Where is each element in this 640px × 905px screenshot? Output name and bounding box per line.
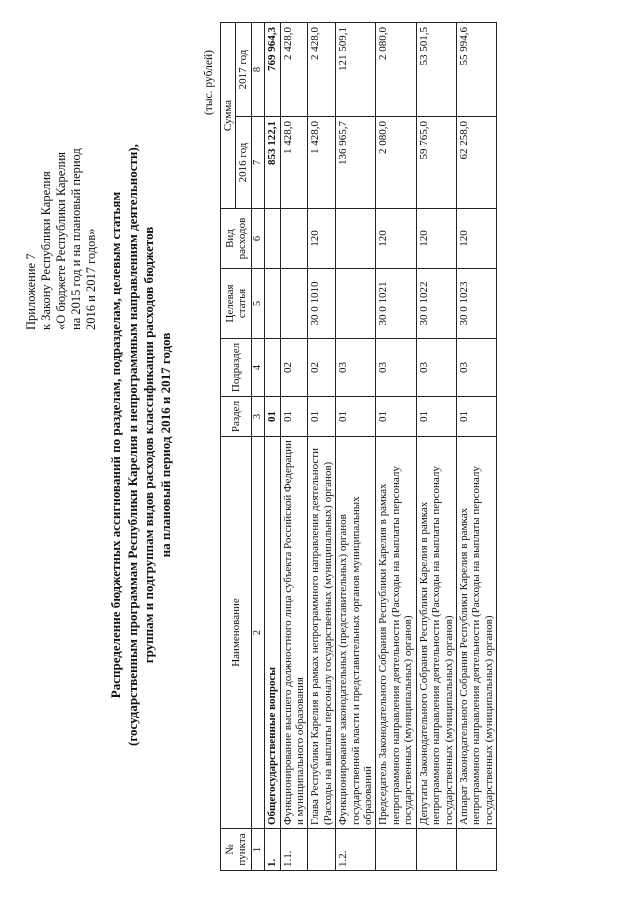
cell-subsection [265, 339, 280, 397]
cell-expense [265, 209, 280, 269]
budget-table [220, 22, 497, 871]
title-line: группам и подгруппам видов расходов классификации расходов бюджетов [141, 226, 156, 664]
title-line: (государственным программам Республики Карелия и непрограммным направлениям деятельности), [124, 144, 140, 746]
cell-2017: 2 428,0 [308, 23, 336, 117]
cell-name: Председатель Законодательного Собрания Республики Карелия в рамках непрограммного направления деятельности (Расходы на выплаты персоналу государственных (муниципальных) органов) [376, 437, 416, 829]
cell-2017: 121 509,1 [336, 23, 376, 117]
cell-2016: 136 965,7 [336, 117, 376, 209]
table-row [416, 23, 456, 871]
cell-name: Депутаты Законодательного Собрания Республики Карелия в рамках непрограммного направления деятельности (Расходы на выплаты персоналу государственных (муниципальных) органов) [416, 437, 456, 829]
header-2017: 2017 год [236, 23, 251, 117]
annex-line: 2016 и 2017 годов» [84, 228, 98, 330]
cell-section: 01 [416, 397, 456, 437]
cell-section: 01 [376, 397, 416, 437]
cell-section: 01 [336, 397, 376, 437]
annex-note [24, 40, 99, 330]
index-cell: 7 [251, 117, 264, 209]
cell-expense [280, 209, 308, 269]
cell-name: Глава Республики Карелия в рамках непрограммного направления деятельности (Расходы на выплаты персоналу государственных (муниципальных) органов) [308, 437, 336, 829]
table-row [280, 23, 308, 871]
cell-expense: 120 [308, 209, 336, 269]
cell-2016: 2 080,0 [376, 117, 416, 209]
header-num: № пункта [221, 829, 252, 871]
cell-num: 1. [265, 829, 280, 871]
cell-2016: 59 765,0 [416, 117, 456, 209]
index-cell: 5 [251, 269, 264, 339]
cell-2017: 55 994,6 [456, 23, 496, 117]
header-target: Целевая статья [221, 269, 252, 339]
cell-2016: 1 428,0 [280, 117, 308, 209]
cell-2017: 2 080,0 [376, 23, 416, 117]
cell-section: 01 [280, 397, 308, 437]
index-cell: 1 [251, 829, 264, 871]
header-subsection: Подраздел [221, 339, 252, 397]
annex-line: к Закону Республики Карелия [39, 171, 53, 330]
cell-num: 1.1. [280, 829, 308, 871]
cell-section: 01 [265, 397, 280, 437]
cell-2017: 53 501,5 [416, 23, 456, 117]
cell-subsection: 03 [376, 339, 416, 397]
cell-expense [336, 209, 376, 269]
cell-target: 30 0 1021 [376, 269, 416, 339]
annex-line: на 2015 год и на плановый период [69, 148, 83, 330]
cell-2016: 853 122,1 [265, 117, 280, 209]
title-line: Распределение бюджетных ассигнований по разделам, подразделам, целевым статьям [108, 191, 123, 699]
cell-target: 30 0 1010 [308, 269, 336, 339]
header-sum: Сумма [221, 23, 236, 209]
cell-subsection: 03 [456, 339, 496, 397]
cell-target [280, 269, 308, 339]
cell-target [265, 269, 280, 339]
units-label: (тыс. рублей) [203, 50, 215, 116]
header-2016: 2016 год [236, 117, 251, 209]
cell-name: Аппарат Законодательного Собрания Республики Карелия в рамках непрограммного направления деятельности (Расходы на выплаты персоналу государственных (муниципальных) органов) [456, 437, 496, 829]
index-cell: 3 [251, 397, 264, 437]
cell-name: Функционирование законодательных (представительных) органов государственной власти и представительных органов муниципальных образований [336, 437, 376, 829]
table-row [336, 23, 376, 871]
header-section: Раздел [221, 397, 252, 437]
cell-name: Общегосударственные вопросы [265, 437, 280, 829]
cell-name: Функционирование высшего должностного лица субъекта Российской Федерации и муниципального образования [280, 437, 308, 829]
header-name: Наименование [221, 437, 252, 829]
document-title [108, 85, 174, 805]
index-row [251, 23, 264, 871]
table-row [308, 23, 336, 871]
cell-2016: 62 258,0 [456, 117, 496, 209]
annex-line: «О бюджете Республики Карелия [54, 151, 68, 330]
table-row [265, 23, 280, 871]
table-row [376, 23, 416, 871]
cell-expense: 120 [376, 209, 416, 269]
cell-target: 30 0 1022 [416, 269, 456, 339]
cell-subsection: 03 [336, 339, 376, 397]
cell-2017: 2 428,0 [280, 23, 308, 117]
cell-subsection: 02 [280, 339, 308, 397]
cell-section: 01 [456, 397, 496, 437]
index-cell: 2 [251, 437, 264, 829]
index-cell: 8 [251, 23, 264, 117]
title-line: на плановый период 2016 и 2017 годов [157, 332, 173, 558]
cell-subsection: 03 [416, 339, 456, 397]
cell-subsection: 02 [308, 339, 336, 397]
header-expense: Вид расходов [221, 209, 252, 269]
cell-num [308, 829, 336, 871]
cell-num [416, 829, 456, 871]
cell-num: 1.2. [336, 829, 376, 871]
index-cell: 6 [251, 209, 264, 269]
cell-target: 30 0 1023 [456, 269, 496, 339]
cell-2017: 769 964,3 [265, 23, 280, 117]
cell-num [376, 829, 416, 871]
cell-expense: 120 [456, 209, 496, 269]
cell-target [336, 269, 376, 339]
index-cell: 4 [251, 339, 264, 397]
annex-line: Приложение 7 [24, 253, 38, 330]
table-row [456, 23, 496, 871]
cell-section: 01 [308, 397, 336, 437]
cell-num [456, 829, 496, 871]
cell-expense: 120 [416, 209, 456, 269]
cell-2016: 1 428,0 [308, 117, 336, 209]
